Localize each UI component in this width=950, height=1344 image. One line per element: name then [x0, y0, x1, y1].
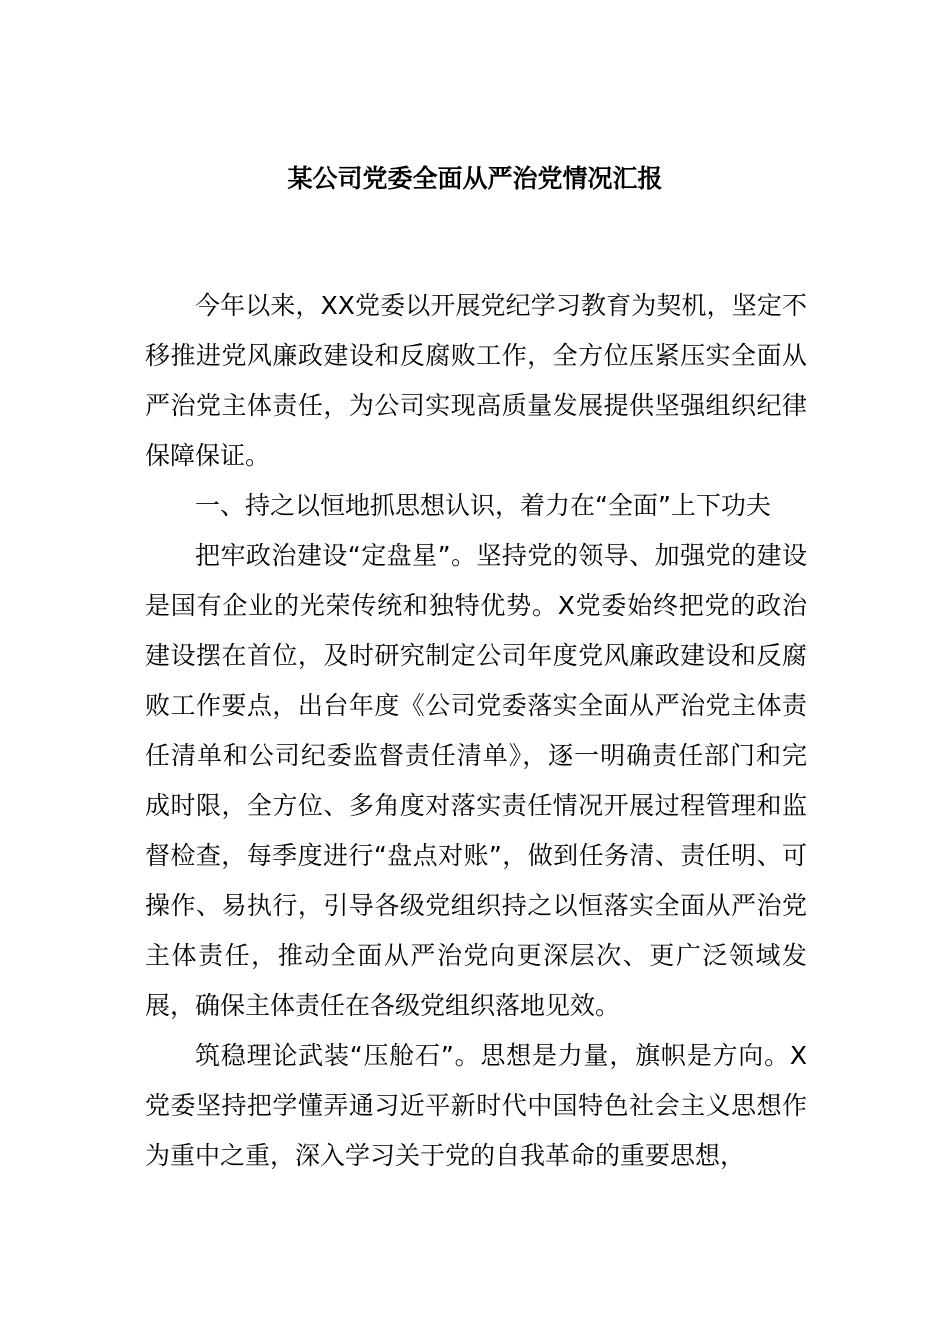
paragraph-theory-armament: 筑稳理论武装“压舱石”。思想是力量，旗帜是方向。X党委坚持把学懂弄通习近平新时代中国特色社会主义思想作为重中之重，深入学习关于党的自我革命的重要思想， — [145, 1041, 807, 1170]
document-body — [145, 281, 807, 1181]
document-title: 某公司党委全面从严治党情况汇报 — [287, 164, 663, 193]
paragraph-political-building: 把牢政治建设“定盘星”。坚持党的领导、加强党的建设是国有企业的光荣传统和独特优势。X党委始终把党的政治建设摆在首位，及时研究制定公司年度党风廉政建设和反腐败工作要点，出台年度《公司党委落实全面从严治党主体责任清单和公司纪委监督责任清单》，逐一明确责任部门和完成时限，全方位、多角度对落实责任情况开展过程管理和监督检查，每季度进行“盘点对账”，做到任务清、责任明、可操作、易执行，引导各级党组织持之以恒落实全面从严治党主体责任，推动全面从严治党向更深层次、更广泛领域发展，确保主体责任在各级党组织落地见效。 — [145, 541, 807, 1020]
section-heading-1: 一、持之以恒地抓思想认识，着力在“全面”上下功夫 — [195, 491, 771, 520]
paragraph-intro: 今年以来，XX党委以开展党纪学习教育为契机，坚定不移推进党风廉政建设和反腐败工作，全方位压紧压实全面从严治党主体责任，为公司实现高质量发展提供坚强组织纪律保障保证。 — [145, 291, 807, 470]
